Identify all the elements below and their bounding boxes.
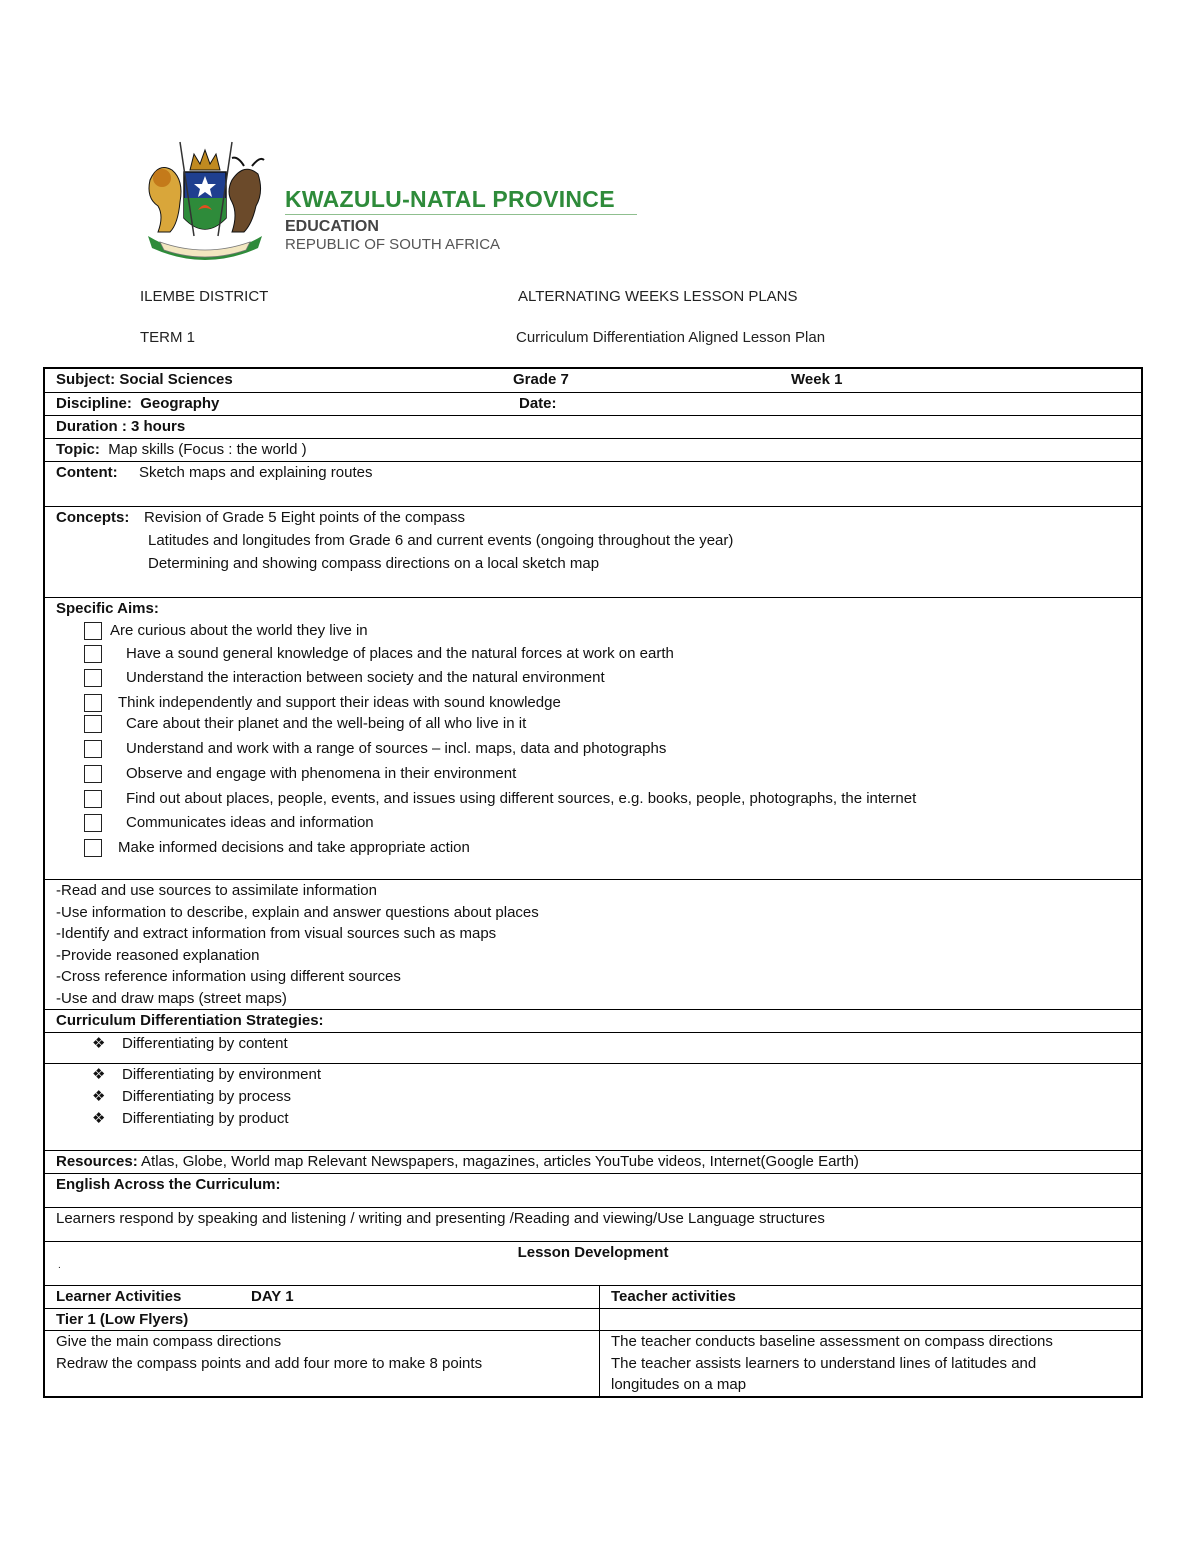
aim-item: Care about their planet and the well-being of all who live in it	[84, 713, 526, 735]
checkbox-icon[interactable]	[84, 645, 102, 663]
concept-item: Latitudes and longitudes from Grade 6 and current events (ongoing throughout the year)	[148, 532, 734, 549]
topic-label: Topic:	[56, 441, 100, 458]
checkbox-icon[interactable]	[84, 740, 102, 758]
lesson-development-title: Lesson Development	[517, 1244, 669, 1261]
english-text-row	[45, 1207, 1141, 1241]
skill-item: -Use information to describe, explain and answer questions about places	[56, 903, 539, 921]
grade-label: Grade 7	[513, 371, 569, 388]
bullet-diamond-icon: ❖	[92, 1035, 106, 1052]
subject-label: Subject: Social Sciences	[56, 371, 233, 388]
topic-value: Map skills (Focus : the world )	[108, 441, 307, 458]
discipline-row	[45, 392, 1141, 415]
teacher-activity: longitudes on a map	[611, 1376, 747, 1393]
header-divider	[285, 214, 637, 215]
aim-item: Are curious about the world they live in	[84, 620, 368, 642]
tier-row	[45, 1308, 1141, 1330]
resources-label: Resources:	[56, 1153, 138, 1170]
concepts-row	[45, 506, 1141, 597]
bullet-diamond-icon: ❖	[92, 1066, 106, 1083]
learner-activity: Redraw the compass points and add four more to make 8 points	[56, 1354, 483, 1372]
bullet-diamond-icon: ❖	[92, 1110, 106, 1127]
strategies-header-row	[45, 1009, 1141, 1032]
strategy-item: Differentiating by process	[122, 1088, 291, 1105]
specific-aims-row	[45, 597, 1141, 879]
district-label: ILEMBE DISTRICT	[140, 288, 269, 305]
aim-item: Have a sound general knowledge of places and the natural forces at work on earth	[84, 643, 674, 665]
aim-item: Understand and work with a range of sources – incl. maps, data and photographs	[84, 738, 666, 760]
province-name: KWAZULU-NATAL PROVINCE	[285, 186, 615, 212]
strategy-item: Differentiating by content	[122, 1035, 288, 1052]
english-header-row	[45, 1173, 1141, 1207]
checkbox-icon[interactable]	[84, 765, 102, 783]
day-label: DAY 1	[251, 1288, 294, 1305]
skill-item: -Use and draw maps (street maps)	[56, 989, 287, 1007]
strategy-item: Differentiating by product	[122, 1110, 289, 1127]
checkbox-icon[interactable]	[84, 694, 102, 712]
activities-row	[45, 1330, 1141, 1396]
skill-item: -Identify and extract information from visual sources such as maps	[56, 925, 497, 942]
specific-aims-label: Specific Aims:	[56, 600, 159, 617]
aim-item: Find out about places, people, events, and issues using different sources, e.g. books, people, photographs, the internet	[84, 788, 916, 810]
english-text: Learners respond by speaking and listening / writing and presenting /Reading and viewing/Use Language structures	[56, 1210, 825, 1227]
duration-row	[45, 415, 1141, 438]
duration-label: Duration : 3 hours	[56, 418, 186, 435]
topic-row	[45, 438, 1141, 461]
aim-item: Think independently and support their ideas with sound knowledge	[84, 692, 561, 714]
resources-value: Atlas, Globe, World map Relevant Newspapers, magazines, articles YouTube videos, Internet(Google Earth)	[141, 1153, 859, 1170]
strategies-label: Curriculum Differentiation Strategies:	[56, 1012, 324, 1029]
aim-item: Observe and engage with phenomena in their environment	[84, 763, 516, 785]
concepts-label: Concepts:	[56, 509, 130, 526]
date-label: Date:	[519, 395, 557, 412]
skill-item: -Provide reasoned explanation	[56, 946, 260, 964]
checkbox-icon[interactable]	[84, 814, 102, 832]
checkbox-icon[interactable]	[84, 622, 102, 640]
skill-item: -Read and use sources to assimilate information	[56, 882, 377, 899]
resources-row	[45, 1150, 1141, 1173]
concept-item: Revision of Grade 5 Eight points of the compass	[144, 509, 466, 526]
bullet-diamond-icon: ❖	[92, 1088, 106, 1105]
term-label: TERM 1	[140, 329, 196, 346]
subject-row	[45, 369, 1141, 392]
concept-item: Determining and showing compass directions on a local sketch map	[148, 555, 600, 572]
teacher-activity: The teacher conducts baseline assessment on compass directions	[611, 1333, 1053, 1350]
department-name: EDUCATION	[285, 218, 379, 235]
teacher-activity: The teacher assists learners to understand lines of latitudes and	[611, 1354, 1037, 1372]
learner-activities-label: Learner Activities	[56, 1288, 182, 1305]
activities-header-row	[45, 1285, 1141, 1308]
strategy-others-row	[45, 1063, 1141, 1150]
strategy-content-row	[45, 1032, 1141, 1063]
english-label: English Across the Curriculum:	[56, 1176, 281, 1193]
lesson-development-row	[45, 1241, 1141, 1285]
checkbox-icon[interactable]	[84, 790, 102, 808]
discipline-value: Geography	[140, 395, 220, 412]
provincial-coat-of-arms	[140, 140, 270, 268]
checkbox-icon[interactable]	[84, 839, 102, 857]
plan-type-label: ALTERNATING WEEKS LESSON PLANS	[518, 288, 798, 305]
tier-label: Tier 1 (Low Flyers)	[56, 1311, 189, 1328]
content-label: Content:	[56, 464, 118, 481]
content-row	[45, 461, 1141, 506]
checkbox-icon[interactable]	[84, 715, 102, 733]
learner-activity: Give the main compass directions	[56, 1333, 282, 1350]
aim-item: Make informed decisions and take appropriate action	[84, 837, 470, 859]
checkbox-icon[interactable]	[84, 669, 102, 687]
lesson-plan-table	[43, 367, 1143, 1398]
plan-subtitle: Curriculum Differentiation Aligned Lesson Plan	[516, 329, 826, 346]
aim-item: Understand the interaction between society and the natural environment	[84, 667, 605, 689]
stray-dot: .	[58, 1260, 61, 1271]
content-value: Sketch maps and explaining routes	[139, 464, 373, 481]
week-label: Week 1	[791, 371, 843, 388]
teacher-activities-label: Teacher activities	[611, 1288, 736, 1305]
country-name: REPUBLIC OF SOUTH AFRICA	[285, 236, 501, 253]
skills-row	[45, 879, 1141, 1009]
skill-item: -Cross reference information using different sources	[56, 968, 401, 985]
discipline-label: Discipline:	[56, 395, 132, 412]
aim-item: Communicates ideas and information	[84, 812, 374, 834]
strategy-item: Differentiating by environment	[122, 1066, 321, 1083]
